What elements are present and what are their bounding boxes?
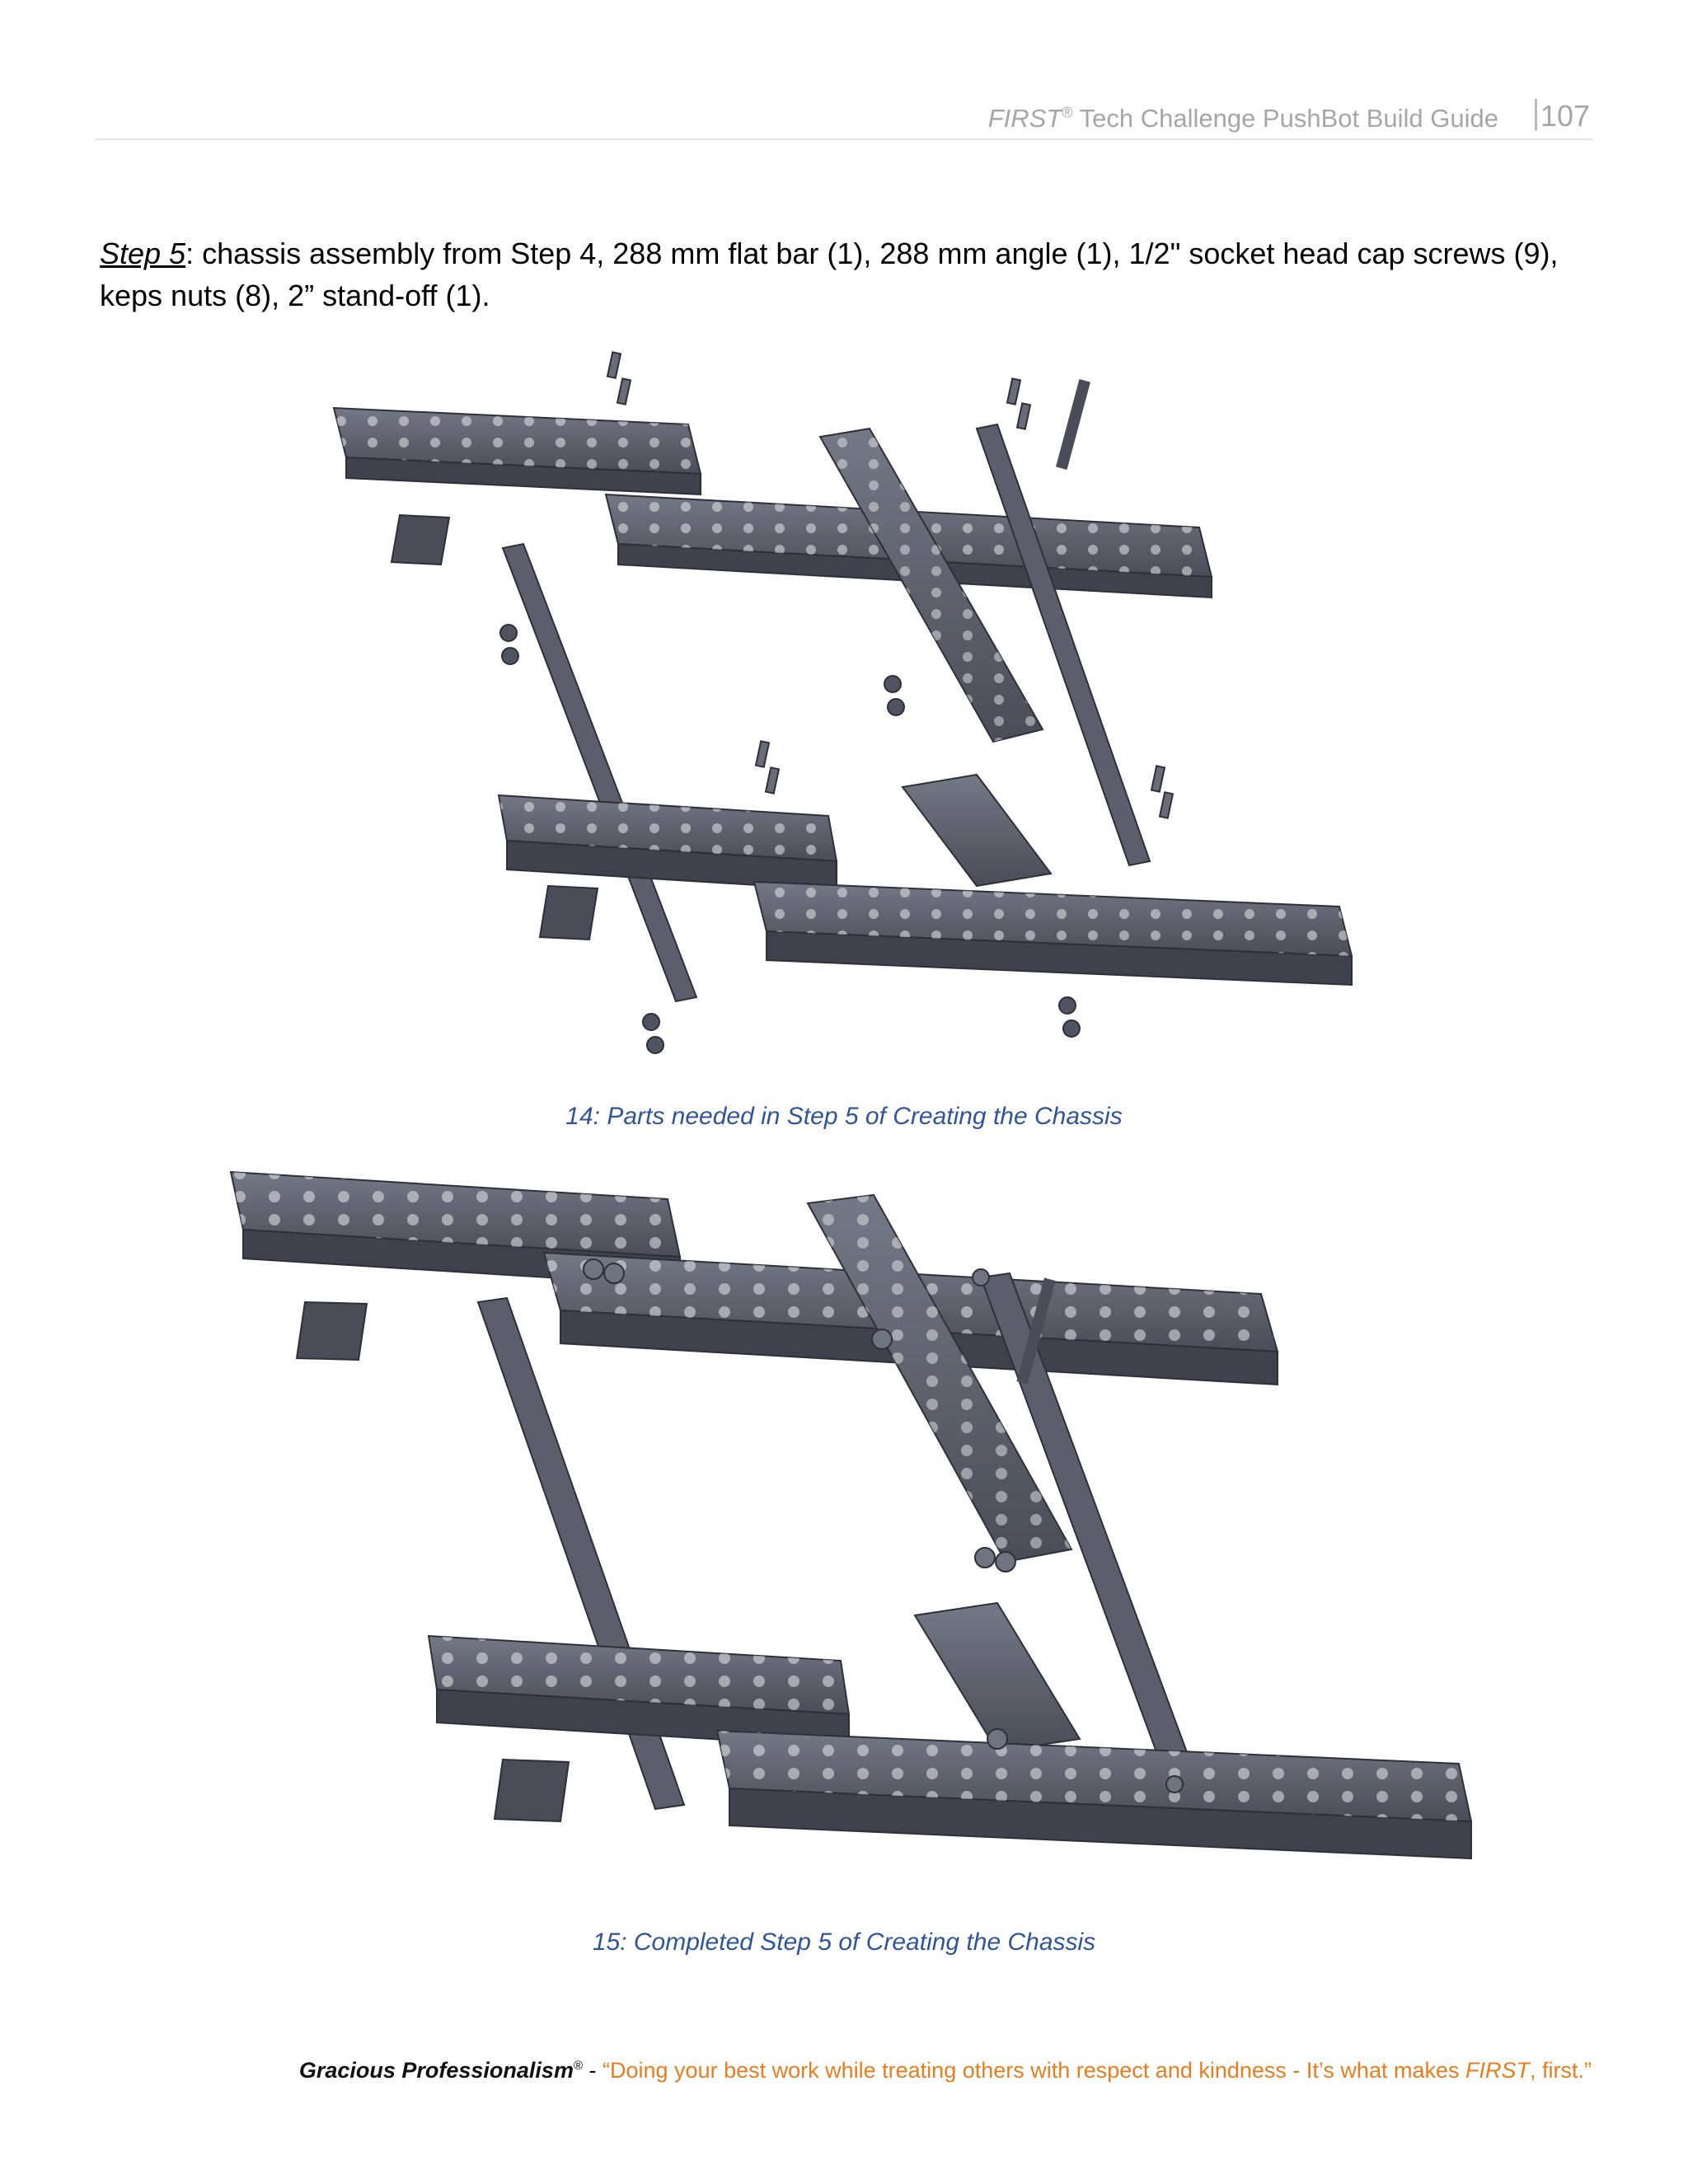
figure-parts-exploded bbox=[326, 346, 1372, 1063]
footer-reg-mark: ® bbox=[573, 2059, 584, 2073]
page-number: 107 bbox=[1540, 99, 1590, 133]
page-footer bbox=[299, 2058, 1592, 2083]
footer-quote bbox=[603, 2058, 1592, 2083]
header-brand: FIRST bbox=[987, 104, 1062, 133]
footer-dash: - bbox=[583, 2058, 603, 2083]
page-header bbox=[95, 97, 1593, 140]
header-reg-mark: ® bbox=[1062, 104, 1073, 121]
figure-caption-15: 15: Completed Step 5 of Creating the Chassis bbox=[592, 1929, 1096, 1956]
figure-completed-chassis bbox=[223, 1162, 1475, 1904]
step-text: : chassis assembly from Step 4, 288 mm flat bar (1), 288 mm angle (1), 1/2" socket head cap screws (9), keps nuts (8), 2” stand-off (1). bbox=[100, 237, 1559, 312]
step-instructions bbox=[100, 232, 1583, 316]
header-title-rest: Tech Challenge PushBot Build Guide bbox=[1072, 104, 1498, 133]
footer-quote-end: , first.” bbox=[1530, 2058, 1592, 2083]
footer-gp: Gracious Professionalism bbox=[298, 2058, 574, 2083]
footer-quote-start: “Doing your best work while treating others with respect and kindness - It’s what makes bbox=[603, 2058, 1465, 2083]
step-label: Step 5 bbox=[100, 237, 186, 270]
chassis-completed-illustration bbox=[223, 1162, 1475, 1904]
header-separator bbox=[1535, 99, 1537, 130]
footer-quote-first: FIRST bbox=[1465, 2058, 1530, 2083]
chassis-exploded-illustration bbox=[326, 346, 1372, 1063]
header-title bbox=[988, 104, 1498, 134]
figure-caption-14: 14: Parts needed in Step 5 of Creating the Chassis bbox=[565, 1103, 1123, 1130]
